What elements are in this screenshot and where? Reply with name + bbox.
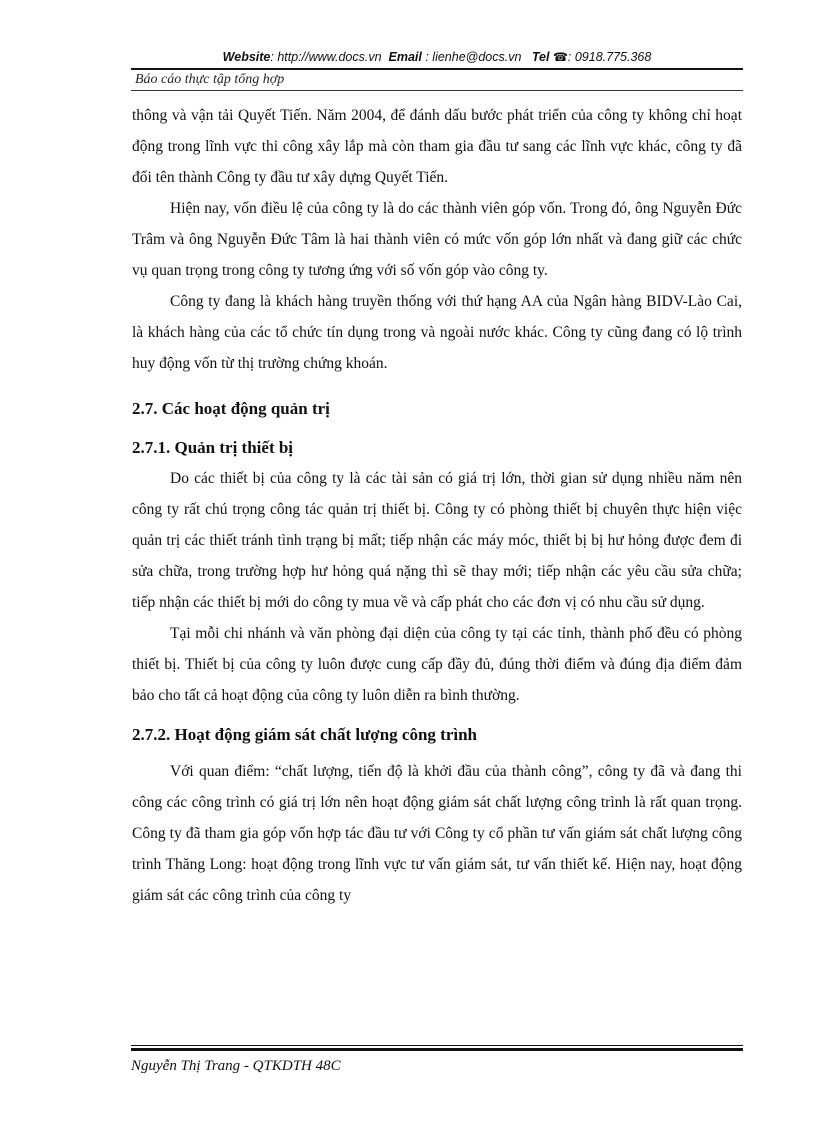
section-heading-management-activities: 2.7. Các hoạt động quản trị (132, 399, 330, 418)
phone-icon: ☎ (552, 50, 568, 64)
page-header (131, 48, 743, 91)
paragraph-bank-relations: Công ty đang là khách hàng truyền thống với thứ hạng AA của Ngân hàng BIDV-Lào Cai, là khách hàng của các tổ chức tín dụng trong và ngoài nước khác. Công ty cũng đang có lộ trình huy động vốn từ thị trường chứng khoán. (132, 293, 742, 372)
paragraph-charter-capital: Hiện nay, vốn điều lệ của công ty là do các thành viên góp vốn. Trong đó, ông Nguyễn Đức Trâm và ông Nguyễn Đức Tâm là hai thành viên có mức vốn góp lớn nhất và đang giữ các chức vụ quan trọng trong công ty tương ứng với số vốn góp vào công ty. (132, 200, 742, 279)
subsection-heading-quality-supervision: 2.7.2. Hoạt động giám sát chất lượng công trình (132, 725, 477, 744)
footer-author: Nguyễn Thị Trang - QTKDTH 48C (131, 1058, 341, 1074)
email-label: Email (388, 50, 422, 64)
report-title: Báo cáo thực tập tổng hợp (135, 72, 285, 87)
paragraph-company-history: thông và vận tải Quyết Tiến. Năm 2004, để đánh dấu bước phát triển của công ty không chỉ hoạt động trong lĩnh vực thi công xây lắp mà còn tham gia đầu tư sang các lĩnh vực khác, công ty đã đổi tên thành Công ty đầu tư xây dựng Quyết Tiến. (132, 107, 742, 186)
email-value[interactable]: : lienhe@docs.vn (425, 50, 522, 64)
tel-value: : 0918.775.368 (567, 50, 652, 64)
footer-divider-thin (131, 1045, 743, 1046)
paragraph-equipment-management: Do các thiết bị của công ty là các tài sản có giá trị lớn, thời gian sử dụng nhiều năm nên công ty rất chú trọng công tác quản trị thiết bị. Công ty có phòng thiết bị chuyên thực hiện việc quản trị các thiết tránh tình trạng bị mất; tiếp nhận các máy móc, thiết bị bị hư hỏng được đem đi sửa chữa, trong trường hợp hư hỏng quá nặng thì sẽ thay mới; tiếp nhận các yêu cầu sửa chữa; tiếp nhận các thiết bị mới do công ty mua về và cấp phát cho các đơn vị có nhu cầu sử dụng. (132, 470, 742, 611)
tel-label: Tel (531, 50, 550, 64)
paragraph-quality-supervision: Với quan điểm: “chất lượng, tiến độ là khởi đầu của thành công”, công ty đã và đang thi công các công trình có giá trị lớn nên hoạt động giám sát chất lượng công trình là rất quan trọng. Công ty đã tham gia góp vốn hợp tác đầu tư với Công ty cổ phần tư vấn giám sát chất lượng công trình Thăng Long: hoạt động trong lĩnh vực tư vấn giám sát, tư vấn thiết kế. Hiện nay, hoạt động giám sát các công trình của công ty (132, 763, 742, 904)
paragraph-branch-equipment: Tại mỗi chi nhánh và văn phòng đại diện của công ty tại các tỉnh, thành phố đều có phòng thiết bị. Thiết bị của công ty luôn được cung cấp đầy đủ, đúng thời điểm và đúng địa điểm đảm bảo cho tất cả hoạt động của công ty luôn diễn ra bình thường. (132, 625, 742, 704)
header-divider-thin (131, 90, 743, 91)
document-body (132, 100, 742, 911)
website-value[interactable]: : http://www.docs.vn (270, 50, 382, 64)
page-footer (131, 1045, 743, 1077)
website-label: Website (222, 50, 271, 64)
contact-line (131, 48, 743, 66)
subsection-heading-equipment-management: 2.7.1. Quản trị thiết bị (132, 438, 294, 457)
